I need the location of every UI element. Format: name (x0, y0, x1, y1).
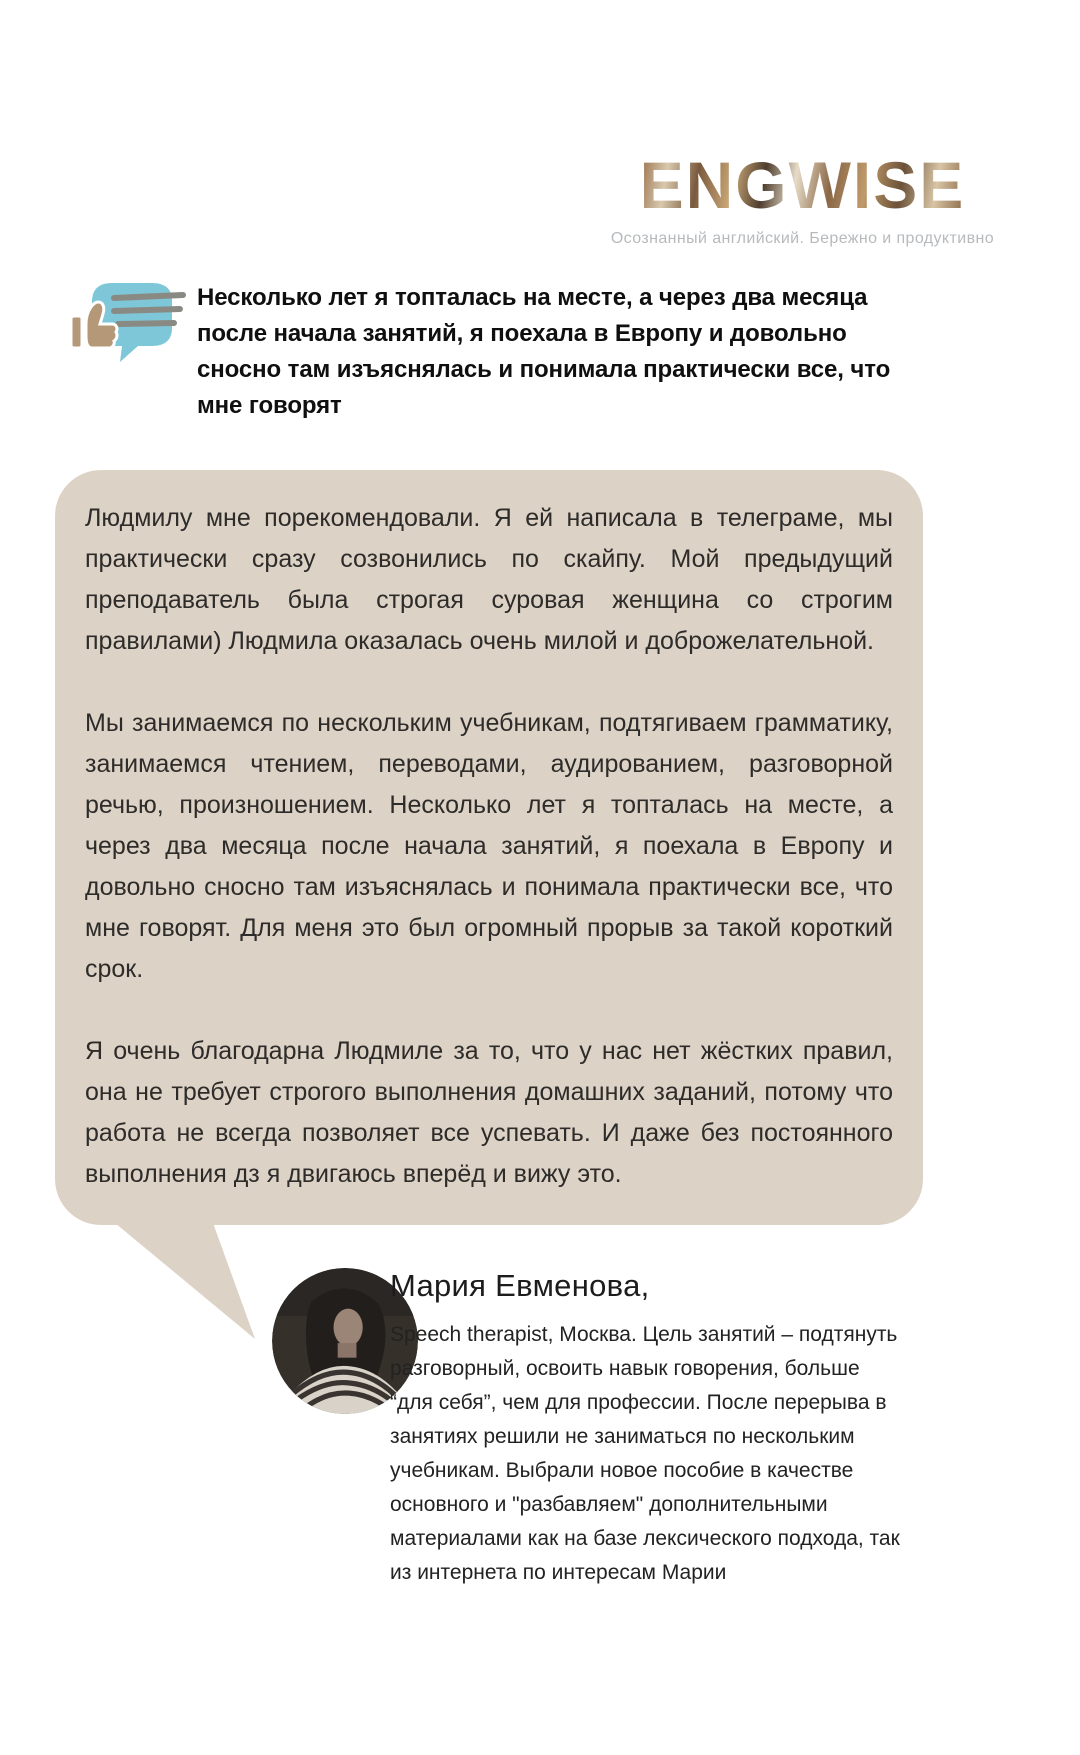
testimonial-paragraph: Мы занимаемся по нескольким учебникам, подтягиваем грамматику, занимаемся чтением, переводами, аудированием, разговорной речью, произношением. Несколько лет я топталась на месте, а через два месяца после начала занятий, я поехала в Европу и довольно сносно там изъяснялась и понимала практически все, что мне говорят. Для меня это был огромный прорыв за такой короткий срок. (85, 709, 893, 983)
speech-bubble-tail (115, 1223, 255, 1339)
author-description: Speech therapist, Москва. Цель занятий – подтянуть разговорный, освоить навык говорения, больше “для себя”, чем для профессии. После перерыва в занятиях решили не заниматься по нескольким учебникам. Выбрали новое пособие в качестве основного и "разбавляем" дополнительными материалами как на базе лексического подхода, так из интернета по интересам Марии (390, 1323, 900, 1584)
author-name: Мария Евменова, (390, 1268, 650, 1303)
logo-tagline: Осознанный английский. Бережно и продуктивно (610, 230, 994, 247)
logo (610, 148, 994, 248)
thumbs-up-speech-icon (68, 280, 192, 368)
testimonial-bubble (55, 470, 923, 1225)
testimonial-paragraph: Людмилу мне порекомендовали. Я ей написала в телеграме, мы практически сразу созвонились по скайпу. Мой предыдущий преподаватель была строгая суровая женщина со строгим правилами) Людмила оказалась очень милой и доброжелательной. (85, 504, 893, 655)
engwise-logo: ENGWISE (611, 152, 994, 218)
headline-text: Несколько лет я топталась на месте, а через два месяца после начала занятий, я поехала в Европу и довольно сносно там изъяснялась и понимала практически все, что мне говорят (197, 284, 891, 419)
testimonial-paragraph: Я очень благодарна Людмиле за то, что у нас нет жёстких правил, она не требует строгого выполнения домашних заданий, потому что работа не всегда позволяет все успевать. И даже без постоянного выполнения дз я двигаюсь вперёд и вижу это. (85, 1037, 893, 1188)
